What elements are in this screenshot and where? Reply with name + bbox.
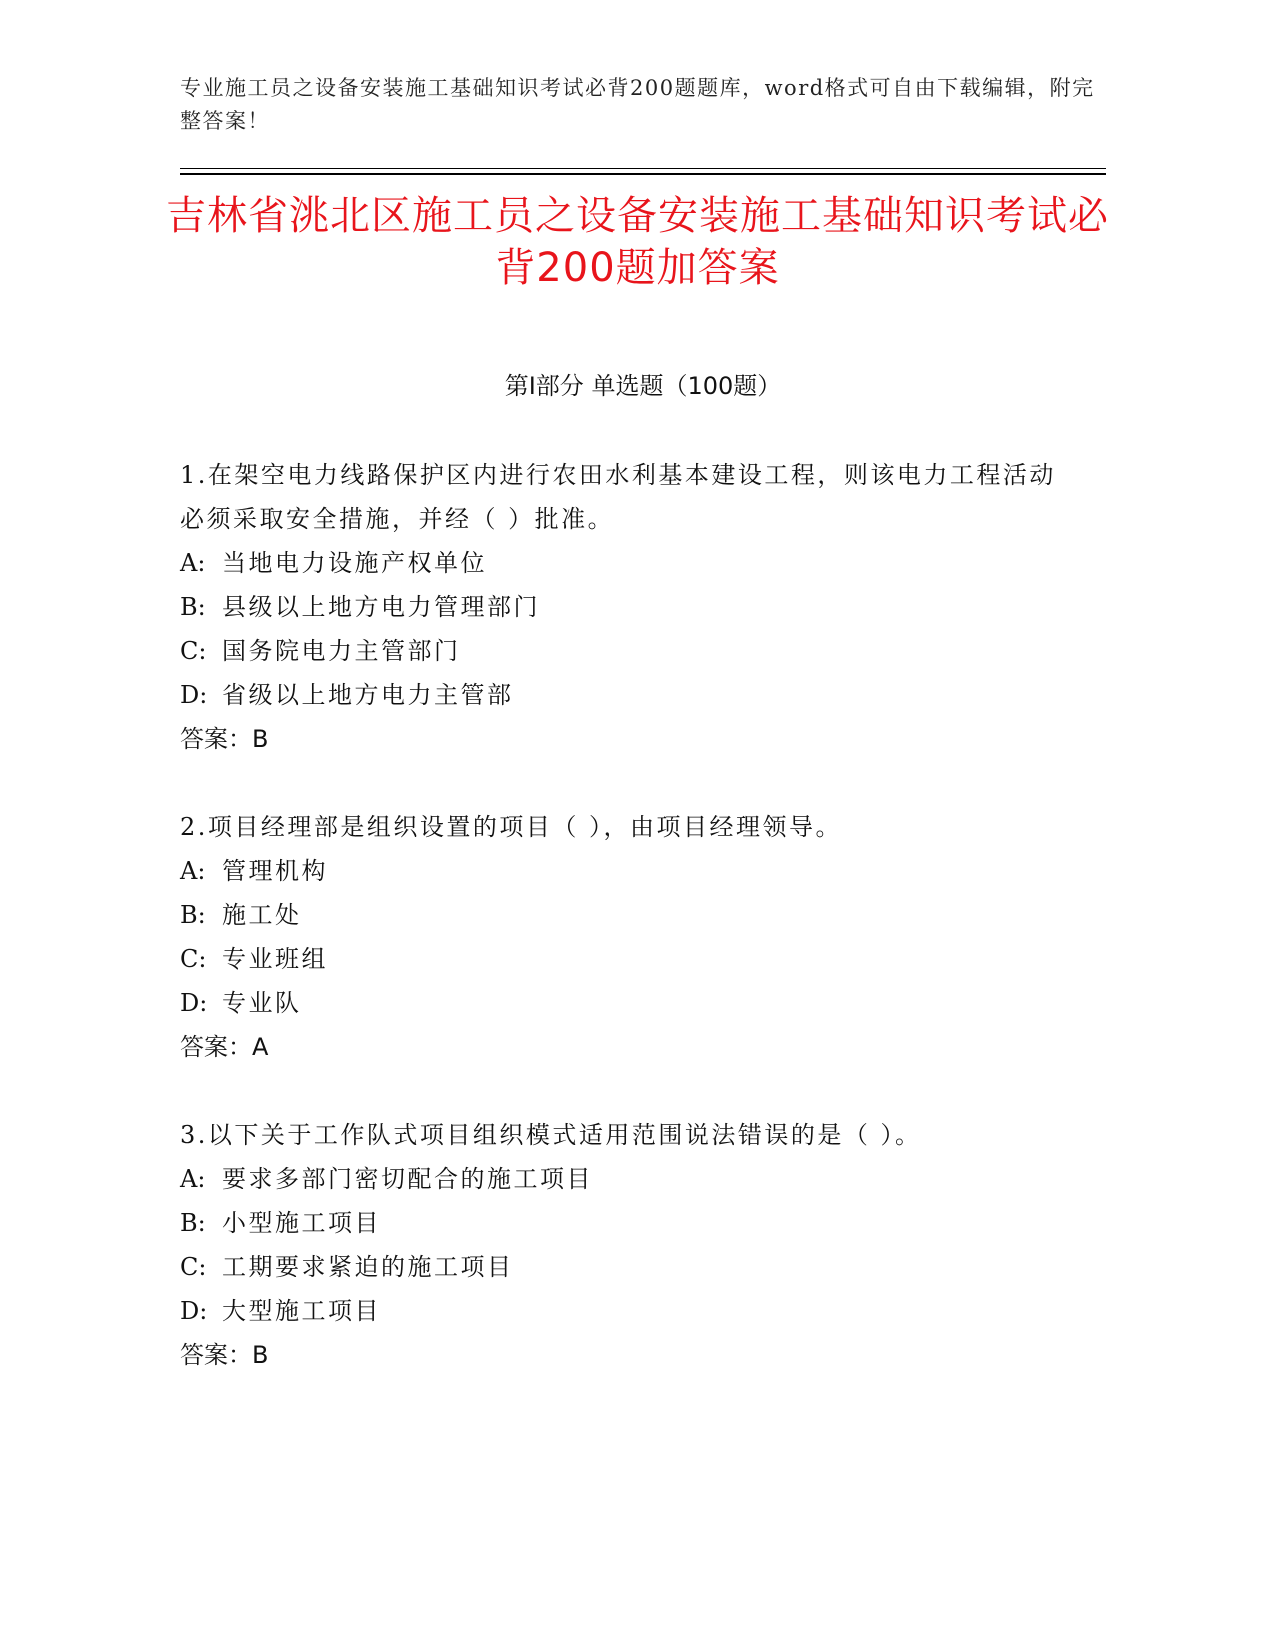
option-b [180,893,1060,937]
option-letter: B: [180,593,206,621]
document-title: 吉林省洮北区施工员之设备安装施工基础知识考试必背200题加答案 [166,193,1109,291]
option-a [180,1157,1060,1201]
option-letter: D: [180,989,208,1017]
option-text: 当地电力设施产权单位 [222,549,487,577]
option-text: 大型施工项目 [222,1297,381,1325]
option-letter: C: [180,945,207,973]
option-text: 国务院电力主管部门 [222,637,461,665]
header-note: 专业施工员之设备安装施工基础知识考试必背200题题库，word格式可自由下载编辑，附完整答案！ [180,76,1095,133]
option-a [180,541,1060,585]
option-text: 管理机构 [222,857,328,885]
option-letter: D: [180,1297,208,1325]
option-letter: C: [180,1253,207,1281]
question-stem: 1.在架空电力线路保护区内进行农田水利基本建设工程，则该电力工程活动必须采取安全措施，并经（ ）批准。 [180,461,1056,533]
option-text: 要求多部门密切配合的施工项目 [222,1165,593,1193]
option-c [180,937,1060,981]
header-rule-thin [180,168,1106,169]
option-c [180,1245,1060,1289]
option-d [180,981,1060,1025]
option-letter: A: [180,549,206,577]
option-letter: B: [180,1209,206,1237]
option-letter: D: [180,681,208,709]
question-3 [180,1113,1060,1377]
option-text: 施工处 [222,901,302,929]
option-text: 专业班组 [222,945,328,973]
option-text: 省级以上地方电力主管部 [222,681,514,709]
question-list [180,453,1060,1421]
answer: 答案：B [180,1341,269,1369]
option-b [180,1201,1060,1245]
header-rule-thick [180,173,1106,175]
option-text: 县级以上地方电力管理部门 [222,593,540,621]
question-1 [180,453,1060,761]
option-a [180,849,1060,893]
section-title: 第Ⅰ部分 单选题（100题） [504,372,782,400]
question-stem: 3.以下关于工作队式项目组织模式适用范围说法错误的是（ ）。 [180,1121,922,1149]
option-d [180,1289,1060,1333]
answer: 答案：A [180,1033,269,1061]
option-letter: C: [180,637,207,665]
option-text: 工期要求紧迫的施工项目 [222,1253,514,1281]
option-c [180,629,1060,673]
option-text: 小型施工项目 [222,1209,381,1237]
option-b [180,585,1060,629]
question-stem: 2.项目经理部是组织设置的项目（ ），由项目经理领导。 [180,813,843,841]
answer: 答案：B [180,725,269,753]
option-letter: A: [180,857,206,885]
option-letter: B: [180,901,206,929]
question-2 [180,805,1060,1069]
option-d [180,673,1060,717]
option-text: 专业队 [222,989,302,1017]
option-letter: A: [180,1165,206,1193]
